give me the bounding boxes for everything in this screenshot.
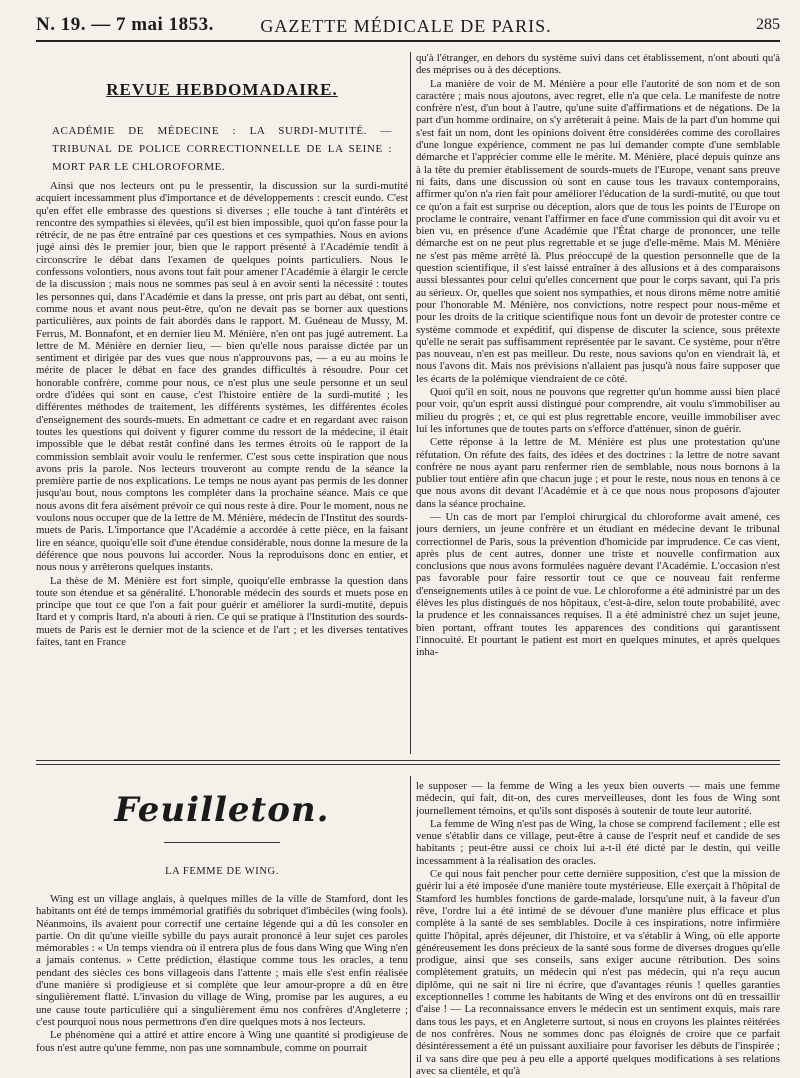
column-divider-top <box>410 52 411 754</box>
section-divider <box>36 760 780 761</box>
issue-number: N. 19. — 7 mai 1853. <box>36 14 214 35</box>
page-header <box>36 12 780 42</box>
feuilleton-column-left <box>36 893 408 1078</box>
feuilleton-paragraph: Ce qui nous fait pencher pour cette dernière supposition, c'est que la mission de guérir lui a été imposée d'une manière toute mystérieuse. Elle exerçait à l'hôpital de Stamford les humbles fonctions de garde-malade, lorsqu'une nuit, à la faveur d'un rêve, l'ordre lui a été intimé de se dévouer d'une manière plus efficace et plus complète à la santé de ses semblables. Docile à ces inspirations, notre infirmière quitte l'hôpital, après déjeuner, dit l'histoire, et va s'établir à Wing, où elle apporte généreusement les dons précieux de la santé sous forme de diverses drogues qu'elle prodigue, ainsi que ses conseils, sans exiger aucune rétribution. Des soins complètement gratuits, un médecin qui n'est pas médecin, qui n'a reçu aucun diplôme, qui ne sait ni lire ni écrire, que d'avantages réunis ! quelles garanties exceptionnelles ! comme les habitants de Wing et des environs ont dû en tressaillir d'aise ! — La reconnaissance envers le médecin est un sentiment exquis, mais rare dans tous les pays, et en Angleterre surtout, si nous en croyons les plaintes réitérées de nos confrères. Nous ne sommes donc pas éloignés de croire que ce parfait désintéressement a été un puissant auxiliaire pour favoriser les débuts de l'inspirée ; il va sans dire que peu à peu elle a apporté quelques modifications à ses relations avec sa clientèle, et qu'à <box>416 868 780 1077</box>
revue-subheading: ACADÉMIE DE MÉDECINE : LA SURDI-MUTITÉ. — TRIBUNAL DE POLICE CORRECTIONNELLE DE LA SEINE : MORT PAR LE CHLOROFORME. <box>52 125 392 173</box>
feuilleton-paragraph: La femme de Wing n'est pas de Wing, la chose se comprend facilement ; elle est venue s'établir dans ce village, peut-être à cause de l'esprit neuf et candide de ses habitants ; peut-être aussi ce choix lui a-t-il été dicté par le destin, qui veille incessamment à la réalisation des oracles. <box>416 817 780 867</box>
article-column-left <box>36 180 408 754</box>
feuilleton-heading: Feuilleton. <box>114 790 330 830</box>
feuilleton-rule <box>164 842 280 843</box>
page-number: 285 <box>756 16 780 33</box>
article-column-right <box>416 52 780 754</box>
feuilleton-paragraph: Le phénomène qui a attiré et attire encore à Wing une quantité si prodigieuse de fous n'est autre qu'une femme, non pas une somnambule, comme on pourrait <box>36 1029 408 1054</box>
journal-title: GAZETTE MÉDICALE DE PARIS. <box>260 16 552 36</box>
column-divider-bottom <box>410 776 411 1078</box>
article-paragraph: — Un cas de mort par l'emploi chirurgical du chloroforme avait amené, ces jours derniers, un jeune confrère et un étudiant en médecine devant le tribunal correctionnel de Paris, sous la prévention d'homicide par imprudence. Ce cas vient, après plus de cent autres, donner une triste et nouvelle confirmation aux conclusions que nous avons formulées naguère devant l'Académie. L'occasion n'est pas favorable pour faire ressortir tout ce que ce nouveau fait renferme d'enseignements utiles à ce point de vue. Le chloroforme a été administré par un des élèves les plus distingués de nos hôpitaux, c'est-à-dire, selon toute probabilité, avec la prudence et les connaissances requises. Il a été administré chez un sujet jeune, bien portant, offrant toutes les apparences des conditions qui garantissent l'innocuité. Et pourtant le patient est mort en quelques minutes, et après quelques inha- <box>416 510 780 659</box>
article-paragraph: qu'à l'étranger, en dehors du système suivi dans cet établissement, n'ont abouti qu'à des méprises ou à des déceptions. <box>416 52 780 77</box>
article-paragraph: Cette réponse à la lettre de M. Ménière est plus une protestation qu'une réfutation. On réfute des faits, des idées et des doctrines : la lettre de notre savant confrère ne nous ayant paru renfermer rien de semblable, nous nous bornons à la publier tout entière afin que chacun juge ; et pour le reste, nous nous en tenons à ce que nous avons dit devant l'Académie et à ce que nous nous proposons d'ajouter dans la séance prochaine. <box>416 436 780 510</box>
story-title: LA FEMME DE WING. <box>165 866 279 877</box>
feuilleton-paragraph: Wing est un village anglais, à quelques milles de la ville de Stamford, dont les habitants ont été de temps immémorial gratifiés du sobriquet d'imbéciles (wing fools). Néanmoins, ils avaient pour correctif une certaine légende qui a dû les consoler en partie. On dit qu'une vieille sybille du pays aurait prononcé à leur sujet ces paroles mémorables : « Un temps viendra où il entrera plus de fous dans Wing que Wing n'en a jamais contenus. » Cette prédiction, élastique comme tous les oracles, a tenu pendant des siècles ces bons villageois dans l'attente ; mais elle s'est enfin réalisée d'une manière si prodigieuse et si complète que leur amour-propre a dû en être singulièrement flatté. L'invasion du village de Wing, promise par les augures, a eu une cause toute particulière qui a singulièrement ému nos confrères d'Angleterre ; c'est pourquoi nous nous permettrons d'en dire quelques mots à nos lecteurs. <box>36 893 408 1028</box>
revue-heading: REVUE HEBDOMADAIRE. <box>106 80 338 99</box>
article-paragraph: Quoi qu'il en soit, nous ne pouvons que regretter qu'un homme aussi bien placé pour voir, qu'un esprit aussi distingué pour comprendre, ait voulu s'immobiliser au milieu du progrès ; et, ce qui est plus regrettable encore, veuille immobiliser avec lui les infortunes que de toutes parts on s'efforce d'atténuer, sinon de guérir. <box>416 386 780 435</box>
article-paragraph: La thèse de M. Ménière est fort simple, quoiqu'elle embrasse la question dans toute son étendue et sa généralité. L'honorable médecin des sourds et muets pose en principe que tout ce que l'on a fait pour guérir et améliorer la surdi-mutité, depuis Itard et y compris Itard, n'a abouti à rien. Ce qui se pratique à l'Institution des sourds-muets de Paris est le dernier mot de la science et de l'art ; et les diverses tentatives faites, tant en France <box>36 574 408 648</box>
feuilleton-paragraph: le supposer — la femme de Wing a les yeux bien ouverts — mais une femme médecin, qui fait, dit-on, des cures merveilleuses, dont les fous de Wing sont journellement témoins, et qu'ils sont disposés à soutenir de toute leur autorité. <box>416 780 780 817</box>
article-paragraph: La manière de voir de M. Ménière a pour elle l'autorité de son nom et de son caractère ; mais nous ajoutons, avec regret, elle n'a que cela. Le manifeste de notre confrère n'est, d'un bout à l'autre, qu'une suite d'affirmations et de négations. De la part d'un homme ordinaire, on s'y arrêterait à peine. Mais de la part d'un homme qui s'est fait un nom, dont les opinions doivent être considérées comme des corollaires d'une longue expérience, comment ne pas lui demander compte d'une semblable démarche et l'apprécier comme elle le mérite. M. Ménière, placé depuis quinze ans à la tête du premier établissement de sourds-muets de l'Europe, venant sans preuve ni faits, dans une discussion où sont en cause tous les travaux contemporains, affirmer qu'on n'a rien fait pour améliorer l'éducation de la surdi-mutité, ou que tout ce qu'on a fait est surprise ou déception, alors que de tous les points de l'Europe on proclame le contraire, venant l'affirmer en face d'une commission qui dit avoir vu et bien vu, en présence d'une Académie que l'État charge de prononcer, une telle démarche est on ne peut plus regrettable et se juge d'elle-même. Mais M. Ménière ne s'est pas même arrêté là. Plus préoccupé de la question personnelle que de la question scientifique, il s'est laissé entraîner à des allusions et à des comparaisons aussi blessantes pour celui qu'elles concernent que pour le corps savant, qui l'a pris au sérieux. Or, quelles que soient nos sympathies, et nous dirons même notre amitié pour l'honorable M. Ménière, nos convictions, notre respect pour nous-même et pour les droits de la critique scientifique nous font un devoir de protester contre ce système commode et expéditif, qui dispense de discuter la science, sous prétexte qu'elle ne serait pas suffisamment représentée par le savant. Ce système, pour n'être pas nouveau, n'en est pas meilleur. Du reste, nous savions qu'on en viendrait là, et nous l'avons dit. Mais nos prévisions n'allaient pas jusqu'à nous faire supposer que les écarts de la polémique viendraient de ce côté. <box>416 77 780 385</box>
article-paragraph: Ainsi que nos lecteurs ont pu le pressentir, la discussion sur la surdi-mutité acquiert incessamment plus d'importance et de développements : crescit eundo. C'est qu'en effet elle embrasse des questions si diverses ; elle touche à tant d'intérêts et rencontre des sympathies si élevées, qu'il est bien impossible, quoi qu'on fasse pour la rétrécir, de ne pas être entraîné par ces questions et ces sympathies. Nous en avions jugé ainsi dès le premier jour, bien que le rapport présenté à l'Académie tendît à circonscrire le débat dans l'examen de quelques points particuliers. Nous le confessons volontiers, nous avons tout fait pour amener l'Académie à élargir le cercle de la discussion ; mais nous ne sommes pas seul à en avoir senti la nécessité : toutes les personnes qui, dans l'Académie et dans la presse, ont pris part au débat, ont senti, comme nous et avant nous peut-être, qu'on ne devait pas se borner aux questions particulières, aux points de fait abordés dans le rapport. M. Guéneau de Mussy, M. Ferrus, M. Bonnafont, et en dernier lieu M. Ménière, n'en ont pas jugé autrement. La lettre de M. Ménière en dernier lieu, — bien qu'elle nous paraisse dictée par un sentiment et dirigée par des vues que nous n'approuvons pas, — a eu au moins le mérite de placer le débat en face des grandes difficultés à résoudre. Pour cet honorable confrère, comme pour nous, ce n'est plus une seule personne et un seul ordre d'idées qui sont en cause, c'est l'histoire entière de la surdi-mutité ; les différentes méthodes de traitement, les différents systèmes, les différentes écoles d'enseignement des sourds-muets. En admettant ce cadre et en regardant avec raison toutes les questions qui doivent y figurer comme du ressort de la médecine, il était impossible que le débat restât confiné dans les termes étroits où le rapport de la commission semblait avoir voulu le renfermer. C'est sous cette inspiration que nous avons pris la parole. Nos lecteurs trouveront au compte rendu de la séance la première partie de nos explications. Le temps ne nous ayant pas permis de les donner jusqu'au bout, nous comptons les compléter dans la prochaine séance. Mais ce que nous avons dit fera aisément prévoir ce qui nous reste à dire. Pour le moment, nous ne voulons nous occuper que de la lettre de M. Ménière, médecin de l'Institut des sourds-muets de Paris. L'importance que l'Académie a accordée à cette pièce, en la faisant lire en séance, quoiqu'elle soit d'une étendue considérable, nous donne la mesure de la déférence que nous pouvons lui accorder. Nous la reproduisons donc en entier, et nous nous y arrêterons quelques instants. <box>36 180 408 574</box>
feuilleton-column-right <box>416 780 780 1078</box>
section-divider-secondary <box>36 764 780 765</box>
